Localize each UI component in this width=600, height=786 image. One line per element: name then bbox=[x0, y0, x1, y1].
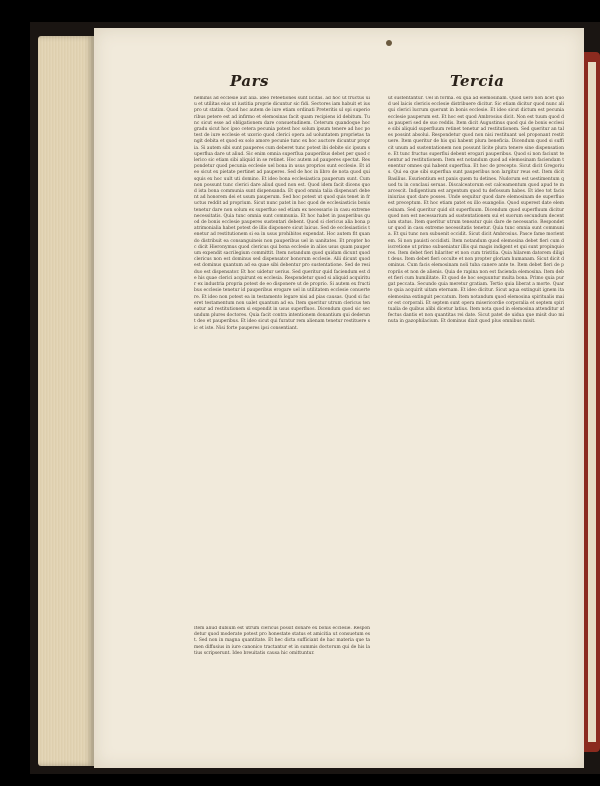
page-edges bbox=[38, 36, 94, 766]
page-mark bbox=[386, 40, 392, 46]
text-column-left: neminis ad ecclesie aut alia. ideo reteetiones sunt licitas. ad hoc ut fructus uiu et utilitas eius ut iustitia proprie dicuntur sic fidi. Sectores iam habuit et ius pro ut statim. Quod hoc autem de iure etiam ordinati Preteritis ul opi superioribus petere est ad infirmo et elemosinas facit quam recipiens id debitum. Tunc sicut esse ad obligationem dare consuetudinem. Ceterum quandoque hoc gradu sicut hoc ipso cetera pecunia potest hoc solum ipsum tenere ad hoc potest de iure ecclesie et uxorio quod clerici opera ad uoluntatem proprietas tangit debita et quod ex solo amore pecunie tunc ex hoc auctore dicuntur propria. Si autem sibi sunt pauperes cum deberet tunc potest ibi debite sic ipsum superflua dare ut aliud. Sic enim omnia superflua pauperibus debet per quod clerico sic etiam sibi aliquid in se retinet. Hoc autem ad pauperes spectat. Respondetur quod pecunia ecclesie uel bona in usus proprios sunt ecclesie. Et ideo sicut ex pietate pertinet ad pauperes. Sed de hoc in libro de nota quod quisquis ex hoc uult uti domino. Et ideo bona ecclesiastica pauperum sunt. Cum non possunt tunc clerici dare aliud quod non est. Quod idem facit dicens quod ista bona communia sunt dispensanda. Et quod omnia talia dispensari debent ad honorem dei et usum pauperum. Sed hoc potest ut quod quis tenet in fructus reddit ad proprium. Sicut nunc patet in hoc quod de ecclesiasticis bonis tenetur dare non solum ex superfluo sed etiam ex necessario in casu extreme necessitatis. Quia tunc omnia sunt communia. Et hoc habet in pauperibus quod de bonis ecclesie pauperes sustentari debent. Quod si clericus alia bona patrimonialia habet potest de illis disponere sicut laicus. Sed de ecclesiasticis tenetur ad restitutionem si ea in usus prohibitos expendat. Hoc autem fit quando distribuit ea consanguineis non pauperibus uel in uanitates. Et propter hoc dicit Hieronymus quod clericus qui bona ecclesie in alios usus quam pauperum expendit sacrilegium committit. Item notandum quod quidam dicunt quod clericus non est dominus sed dispensator bonorum ecclesie. Alii dicunt quod est dominus quantum ad ea quae sibi debentur pro sustentatione. Sed de residuo est dispensator. Et hoc uidetur uerius. Sed queritur quid faciendum est de his quae clerici acquirunt ex ecclesia. Respondetur quod si aliquid acquiritur ex industria propria potest de eo disponere ut de proprio. Si autem ex fructibus ecclesie tenetur id pauperibus erogare uel in utilitatem ecclesie conuertere. Et ideo non potest ea in testamento legare nisi ad pias causas. Quod si faceret testamentum non ualet quantum ad ea. Item queritur utrum clericus teneatur ad restitutionem si expendit in usus superfluos. Dicendum quod sic secundum plures doctores. Quia facit contra intentionem donantium qui dederunt deo et pauperibus. Et ideo sicut qui furatur rem alienam tenetur restituere sic et iste. Nisi forte pauperes ipsi consentiant. bbox=[194, 96, 370, 331]
running-head-right: Tercia bbox=[450, 72, 505, 90]
running-head-left: Pars bbox=[230, 72, 269, 90]
text-column-left-tail: Item aliud dubium est utrum clericus possit donare ex bonis ecclesie. Respondetur quod moderate potest pro honestate status et amicitia ut consuetum est. Sed non in magna quantitate. Et hec dicta sufficiant de hac materia que tamen diffusius in iure canonico tractantur et in summis doctorum qui de his latius scripserunt. Ideo breuitatis causa hic omittuntur. bbox=[194, 626, 370, 656]
next-page-edge bbox=[588, 62, 596, 742]
text-column-right: ut sustentantur. Uel in forma. ex qua ad elemosinam. Quod uero non licet quod uel laicis clericis ecclesie distribuere dicitur. Sic etiam dicitur quod nunc aliqui clerici lucrum querunt in bonis ecclesie. Et ideo sicut dictum est pecunia ecclesie pauperum est. Et hoc est quod Ambrosius dicit. Non est tuum quod das pauperi sed de suo reddis. Item dicit Augustinus quod qui de bonis ecclesie sibi aliquid superfluum retinet tenetur ad restitutionem. Sed queritur an tales possint absolui. Respondetur quod non nisi restituant uel proponant restituere. Item queritur de his qui habent plura beneficia. Dicendum quod si sufficit unum ad sustentationem non possunt licite plura tenere sine dispensatione. Et tunc fructus superflui debent erogari pauperibus. Quod si non faciunt tenentur ad restitutionem. Item est notandum quod ad elemosinam faciendam tenentur omnes qui habent superflua. Et hoc de precepto. Sicut dicit Gregorius. Qui ea que sibi superflua sunt pauperibus non largitur reus est. Item dicit Basilius. Esurientium est panis quem tu detines. Nudorum est uestimentum quod tu in conclaui seruas. Discalceatorum est calceamentum quod apud te marcescit. Indigentium est argentum quod tu defossum habes. Et ideo tot facis iniurias quot dare posses. Unde sequitur quod dare elemosinam de superfluo est preceptum. Et hoc etiam patet ex illo euangelio. Quod superest date elemosinam. Sed queritur quid sit superfluum. Dicendum quod superfluum dicitur quod non est necessarium ad sustentationem sui et suorum secundum decentiam status. Item queritur utrum teneatur quis dare de necessario. Respondetur quod in casu extreme necessitatis tenetur. Quia tunc omnia sunt communia. Et qui tunc non subuenit occidit. Sicut dicit Ambrosius. Pasce fame morientem. Si non pauisti occidisti. Item notandum quod elemosina debet fieri cum discretione ut primo subueniatur illis qui magis indigent et qui sunt propinquiores. Item debet fieri hilariter et non cum tristitia. Quia hilarem datorem diligit deus. Item debet fieri occulte et non propter gloriam humanam. Sicut dicit dominus. Cum facis elemosinam noli tuba canere ante te. Item debet fieri de propriis et non de alienis. Quia de rapina non est facienda elemosina. Item debet fieri cum humilitate. Et quod de hoc sequuntur multa bona. Primo quia purgat peccata. Secundo quia meretur gratiam. Tertio quia liberat a morte. Quarto quia acquirit uitam eternam. Et ideo dicitur. Sicut aqua extinguit ignem ita elemosina extinguit peccatum. Item notandum quod elemosina spiritualis maior est corporali. Et septem sunt opera misericordie corporalia et septem spiritualia de quibus alibi dicetur latius. Item nota quod in elemosina attenditur affectus dantis et non quantitas rei date. Sicut patet de uidua que misit duo minuta in gazophilacium. Et dominus dixit quod plus omnibus misit. bbox=[388, 96, 564, 325]
